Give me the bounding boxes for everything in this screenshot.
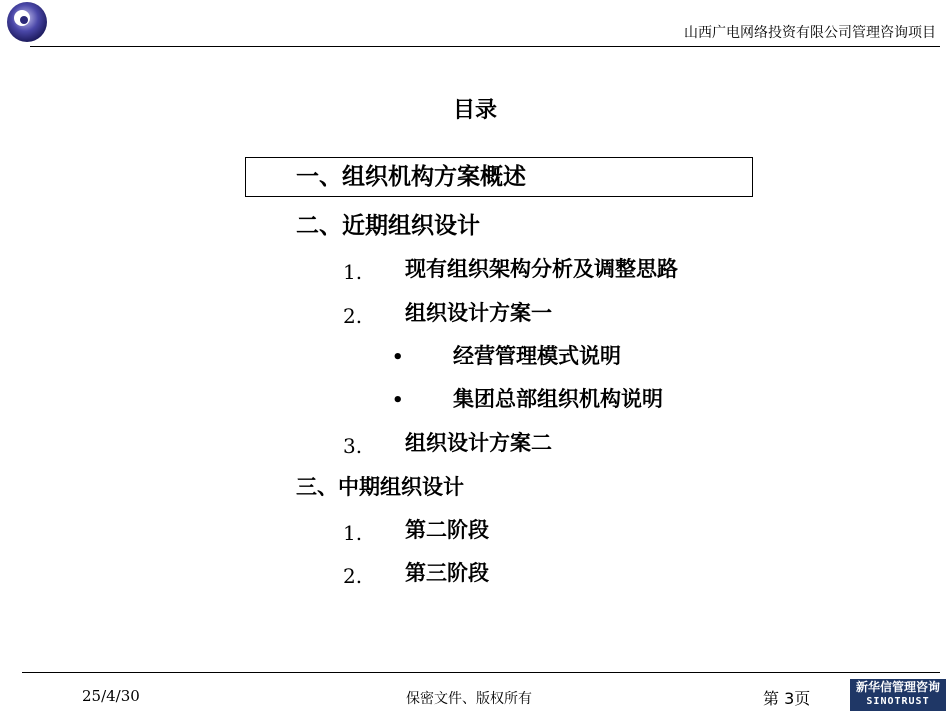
toc-item-number: 2. <box>343 304 363 328</box>
toc-item-2-1[interactable]: 现有组织架构分析及调整思路 <box>405 257 678 281</box>
toc-item-2-2[interactable]: 组织设计方案一 <box>405 301 552 325</box>
page-number: 第 3页 <box>763 689 811 708</box>
sinotrust-logo-cn: 新华信管理咨询 <box>855 680 940 694</box>
toc-section-1[interactable]: 一、组织机构方案概述 <box>296 164 526 190</box>
toc-item-3-1[interactable]: 第二阶段 <box>405 518 489 542</box>
toc-section-3[interactable]: 三、中期组织设计 <box>296 475 464 499</box>
sinotrust-logo <box>850 679 946 711</box>
header-divider <box>30 46 940 47</box>
toc-item-3-2[interactable]: 第三阶段 <box>405 561 489 585</box>
toc-item-number: 3. <box>343 434 363 458</box>
footer-date: 25/4/30 <box>82 687 140 705</box>
toc-section-2[interactable]: 二、近期组织设计 <box>296 213 480 239</box>
company-logo-icon <box>0 0 56 46</box>
bullet-icon: • <box>392 390 404 411</box>
toc-item-number: 1. <box>343 521 363 545</box>
toc-item-number: 2. <box>343 564 363 588</box>
sinotrust-logo-en: SINOTRUST <box>866 696 930 707</box>
bullet-icon: • <box>392 347 404 368</box>
project-title: 山西广电网络投资有限公司管理咨询项目 <box>684 25 936 41</box>
toc-item-2-3[interactable]: 组织设计方案二 <box>405 431 552 455</box>
page-title: 目录 <box>452 98 497 123</box>
confidentiality-notice: 保密文件、版权所有 <box>406 691 532 707</box>
toc-subitem-2-2-1[interactable]: 经营管理模式说明 <box>453 344 621 368</box>
footer-divider <box>22 672 940 673</box>
toc-item-number: 1. <box>343 260 363 284</box>
toc-subitem-2-2-2[interactable]: 集团总部组织机构说明 <box>453 387 663 411</box>
